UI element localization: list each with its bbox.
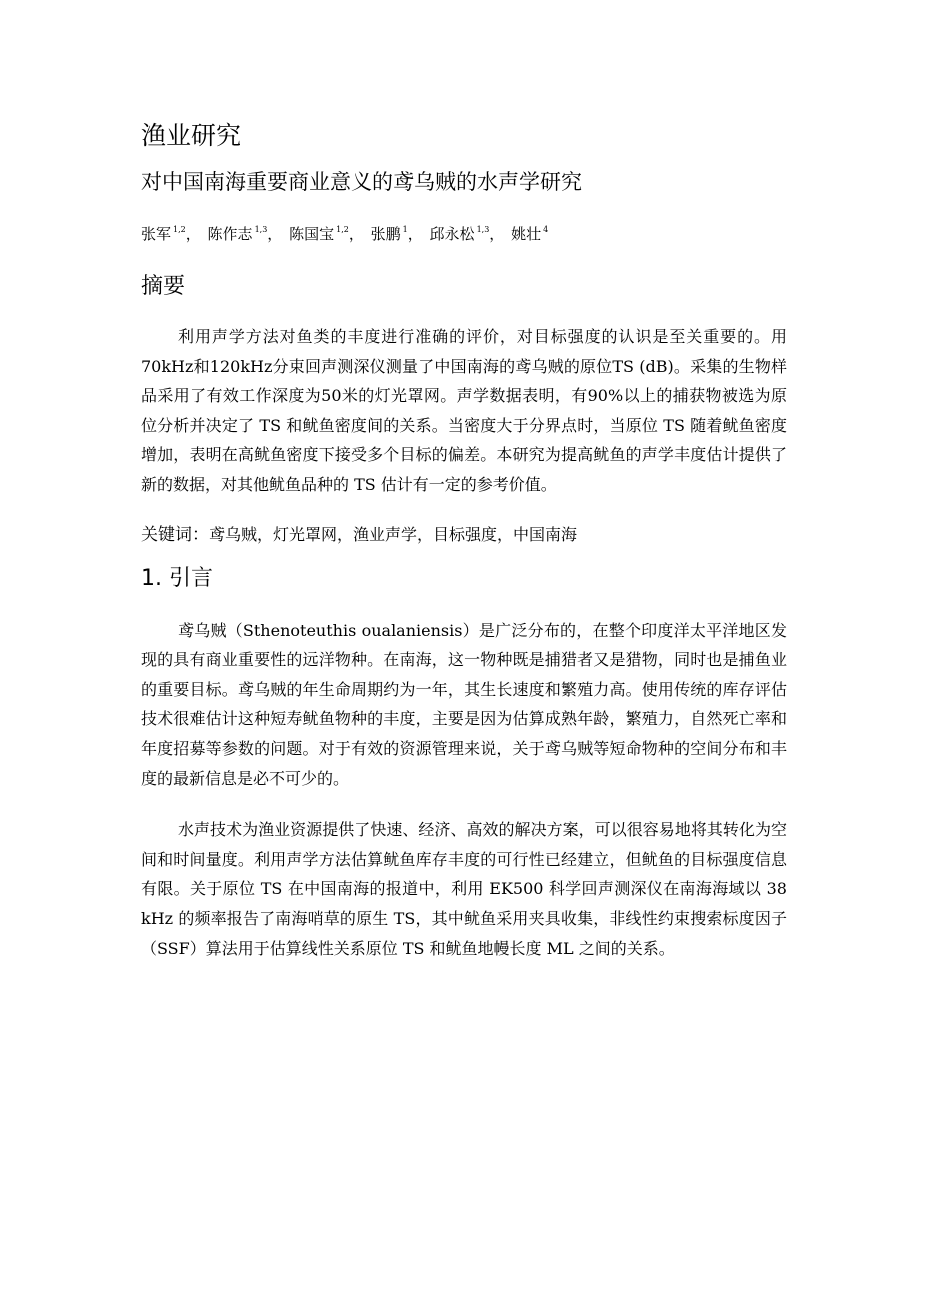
author-name: 张军	[141, 225, 172, 243]
introduction-heading: 1. 引言	[141, 565, 213, 591]
journal-name: 渔业研究	[141, 121, 242, 150]
author-separator: ，	[489, 225, 505, 243]
author-name: 陈国宝	[289, 225, 335, 243]
author-name: 张鹏	[370, 225, 401, 243]
author-separator: ，	[348, 225, 364, 243]
author-affiliation: 4	[543, 225, 549, 234]
author-affiliation: 1,3	[254, 225, 268, 234]
keywords-label: 关键词：	[141, 524, 209, 545]
abstract-heading: 摘要	[141, 274, 186, 299]
keywords	[141, 522, 787, 548]
author-affiliation: 1,3	[476, 225, 490, 234]
author-name: 邱永松	[429, 225, 475, 243]
paper-title: 对中国南海重要商业意义的鸢乌贼的水声学研究	[141, 170, 582, 194]
author-separator: ，	[267, 225, 283, 243]
author-separator: ，	[407, 225, 423, 243]
author-name: 陈作志	[207, 225, 253, 243]
keywords-text: 鸢乌贼，灯光罩网，渔业声学，目标强度，中国南海	[209, 524, 578, 544]
author-affiliation: 1,2	[173, 225, 186, 234]
author-separator: ，	[185, 225, 201, 243]
introduction-paragraph: 水声技术为渔业资源提供了快速、经济、高效的解决方案，可以很容易地将其转化为空间和时间量度。利用声学方法估算鱿鱼库存丰度的可行性已经建立，但鱿鱼的目标强度信息有限。关于原位 TS 在中国南海的报道中，利用 EK500 科学回声测深仪在南海海域以 38 kHz 的频率报告了南海哨草的原生 TS，其中鱿鱼采用夹具收集，非线性约束搜索标度因子（SSF）算法用于估算线性关系原位 TS 和鱿鱼地幔长度 ML 之间的关系。	[141, 820, 787, 958]
introduction-paragraph: 鸢乌贼（Sthenoteuthis oualaniensis）是广泛分布的，在整个印度洋太平洋地区发现的具有商业重要性的远洋物种。在南海，这一物种既是捕猎者又是猎物，同时也是捕鱼业的重要目标。鸢乌贼的年生命周期约为一年，其生长速度和繁殖力高。使用传统的库存评估技术很难估计这种短寿鱿鱼物种的丰度，主要是因为估算成熟年龄，繁殖力，自然死亡率和年度招募等参数的问题。对于有效的资源管理来说，关于鸢乌贼等短命物种的空间分布和丰度的最新信息是必不可少的。	[141, 620, 787, 788]
author-list	[141, 218, 787, 246]
abstract-text: 利用声学方法对鱼类的丰度进行准确的评价，对目标强度的认识是至关重要的。用70kHz和120kHz分束回声测深仪测量了中国南海的鸢乌贼的原位TS (dB)。采集的生物样品采用了有效工作深度为50米的灯光罩网。声学数据表明，有90%以上的捕获物被选为原位分析并决定了 TS 和鱿鱼密度间的关系。当密度大于分界点时，当原位 TS 随着鱿鱼密度增加，表明在高鱿鱼密度下接受多个目标的偏差。本研究为提高鱿鱼的声学丰度估计提供了新的数据，对其他鱿鱼品种的 TS 估计有一定的参考价值。	[141, 327, 787, 494]
author-name: 姚壮	[511, 225, 542, 243]
paper-page	[141, 118, 787, 963]
author-affiliation: 1,2	[336, 225, 349, 234]
author-affiliation: 1	[402, 225, 408, 234]
